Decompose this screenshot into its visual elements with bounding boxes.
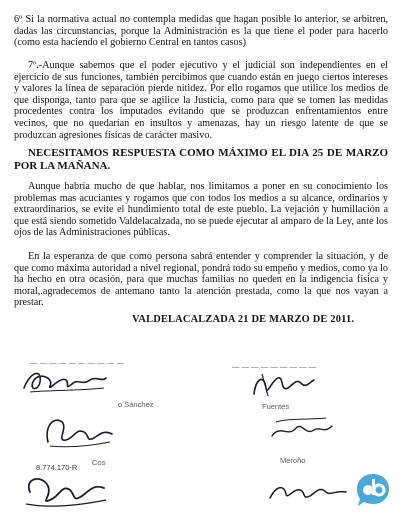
printed-name-line: — — — — — — — — —: [232, 362, 317, 371]
handwritten-signature: [40, 412, 120, 452]
printed-name-line: — — — — — — — — — —: [30, 358, 124, 367]
handwritten-signature: [20, 366, 110, 396]
handwritten-signature: [266, 476, 350, 506]
printed-name-fragment: Cos: [92, 458, 106, 467]
handwritten-signature: [268, 414, 338, 446]
printed-id-number: 8.774.170-R: [36, 463, 78, 472]
speech-bubble-logo-icon: [354, 471, 392, 509]
printed-name-fragment: Meroño: [280, 456, 306, 465]
paragraph-problems: Aunque habría mucho de que hablar, nos limitamos a poner en su conocimiento los problemas mas acuciantes y rogamos que con todos los medios a su alcance, ordinarios y extraordinarios, se evite el hundimiento total de este pueblo. La vejación y humillación a que está siendo sometido Valdelacalzada, no se puede ejecutar al amparo de la Ley, ante los ojos de las Administraciones públicas.: [14, 181, 388, 239]
paragraph-closing: En la esperanza de que como persona sabrá entender y comprender la situación, y de que como máxima autoridad a nivel regional, pondrá todo su empeño y medios, como ya lo ha hecho en otra ocasión, para que muchas familias no queden en la indigencia física y moral,.agradecemos de antemano tanto la atención prestada, como la que nos vayan a prestar.: [14, 251, 388, 309]
handwritten-signature: [248, 370, 318, 400]
printed-name-fragment: o Sánchez: [118, 400, 154, 409]
handwritten-signature: [20, 470, 110, 510]
paragraph-7: 7º.-Aunque sabemos que el poder ejecutivo y el judicial son independientes en el ejercicio de sus funciones, también percibimos que cuando están en juego ciertos intereses y valores la línea de separación pierde nitidez. Por ello rogamos que utilice los medios de que disponga, tanto para que se agilice la Justicia, como para que se tomen las medidas procedentes contra los imputados evitando que se produzcan enfrentamientos entre vecinos, que no quedarían en insultos y amenazas, hay un riesgo latente de que se produzcan agresiones físicas de carácter masivo.: [14, 60, 388, 141]
response-deadline-notice: NECESITAMOS RESPUESTA COMO MÁXIMO EL DIA 25 DE MARZO POR LA MAÑANA.: [14, 147, 388, 172]
place-and-date: VALDELACALZADA 21 DE MARZO DE 2011.: [132, 314, 355, 325]
printed-name-fragment: Fuentes: [262, 402, 290, 411]
paragraph-6: 6º Si la normativa actual no contempla medidas que hagan posible lo anterior, se arbitren, dadas las circunstancias, porque la Administración es la que tiene el poder para hacerlo (como esta haciendo el gobierno Central en tantos casos): [14, 14, 388, 49]
